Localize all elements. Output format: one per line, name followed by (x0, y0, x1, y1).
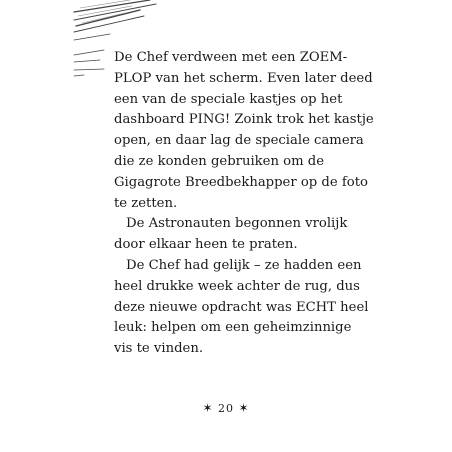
text-line: De Chef verdween met een ZOEM- (114, 50, 348, 65)
text-line: leuk: helpen om een geheimzinnige (114, 320, 352, 336)
text-line: dashboard PING! Zoink trok het kastje (114, 112, 374, 128)
text-line: een van de speciale kastjes op het (114, 91, 343, 107)
text-line: door elkaar heen te praten. (114, 237, 298, 253)
text-line: De Astronauten begonnen vrolijk (126, 216, 348, 232)
text-line: deze nieuwe opdracht was ECHT heel (114, 299, 369, 315)
star-icon: ✶ (202, 401, 214, 415)
text-line: heel drukke week achter de rug, dus (114, 278, 360, 294)
page-footer (0, 401, 452, 415)
text-line: De Chef had gelijk – ze hadden een (126, 257, 362, 273)
paragraph (114, 48, 374, 214)
text-line: te zetten. (114, 195, 178, 211)
text-line: die ze konden gebruiken om de (114, 153, 325, 169)
text-line: Gigagrote Breedbekhapper op de foto (114, 174, 368, 190)
page-number: 20 (218, 402, 234, 415)
star-icon: ✶ (238, 401, 250, 415)
body-text (114, 48, 374, 360)
paragraph (114, 256, 369, 360)
paragraph (114, 214, 354, 256)
text-line: PLOP van het scherm. Even later deed (114, 70, 373, 86)
text-line: open, en daar lag de speciale camera (114, 133, 364, 149)
text-line: vis te vinden. (114, 341, 204, 357)
